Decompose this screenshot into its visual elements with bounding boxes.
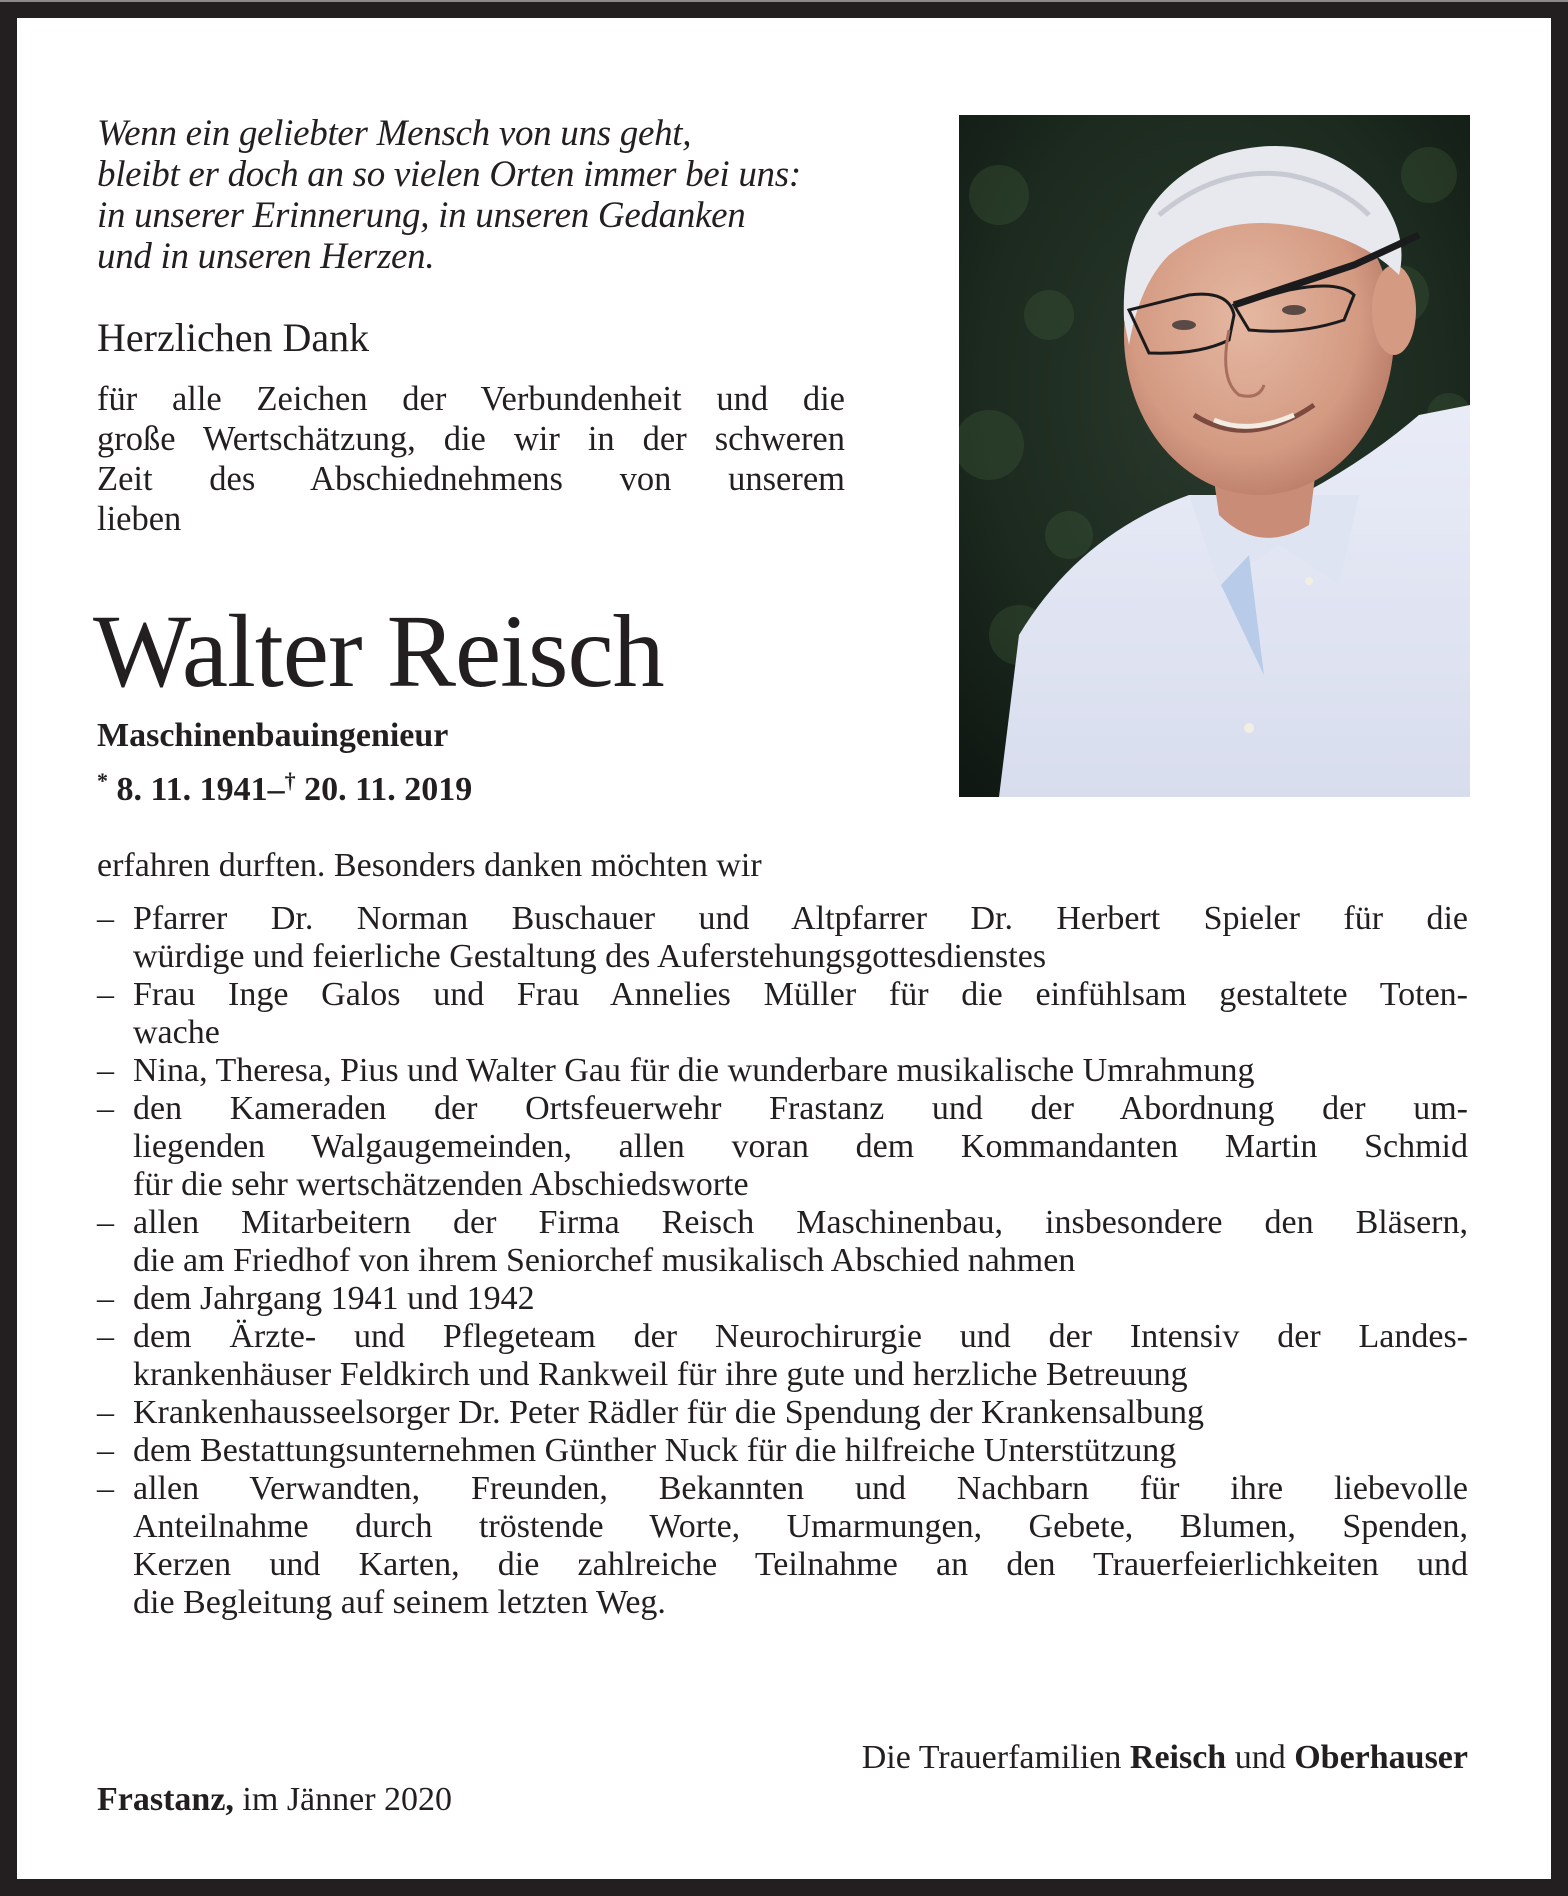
deceased-profession: Maschinenbauingenieur [97,717,449,754]
portrait-icon [959,115,1470,797]
bullet-dash-icon: – [97,1394,114,1431]
signature-family-2: Oberhauser [1294,1739,1468,1776]
motto-line: Wenn ein geliebter Mensch von uns geht, [97,113,692,154]
signature [862,1738,1468,1778]
motto-line: und in unseren Herzen. [97,236,435,277]
bullet-dash-icon: – [97,1432,114,1469]
bullet-dash-icon: – [97,1280,114,1317]
bullet-dash-icon: – [97,1318,114,1355]
birth-date: 8. 11. 1941 [116,771,268,808]
thanks-list-item-line: allen Mitarbeitern der Firma Reisch Maschinenbau, insbesondere den Bläsern, [133,1204,1468,1241]
bullet-dash-icon: – [97,900,114,937]
intro-line: lieben [97,500,182,538]
birth-star-icon: * [97,768,108,793]
place-date [97,1780,452,1820]
thanks-list-item-line: dem Bestattungsunternehmen Günther Nuck für die hilfreiche Unterstützung [133,1432,1177,1469]
thanks-list-item-line: liegenden Walgaugemeinden, allen voran dem Kommandanten Martin Schmid [133,1128,1468,1165]
heading-herzlichen-dank: Herzlichen Dank [97,315,370,360]
signature-family-1: Reisch [1129,1739,1227,1776]
deceased-name: Walter Reisch [93,594,664,709]
intro-line: große Wertschätzung, die wir in der schweren [97,420,845,458]
bullet-dash-icon: – [97,1204,114,1241]
death-date: 20. 11. 2019 [304,771,473,808]
thanks-list-item-line: Nina, Theresa, Pius und Walter Gau für die wunderbare musikalische Umrahmung [133,1052,1255,1089]
thanks-list-item-line: krankenhäuser Feldkirch und Rankweil für ihre gute und herzliche Betreuung [133,1356,1188,1393]
thanks-list-item-line: Anteilnahme durch tröstende Worte, Umarmungen, Gebete, Blumen, Spenden, [133,1508,1468,1545]
bullet-dash-icon: – [97,1052,114,1089]
death-cross-icon: † [284,768,296,793]
thanks-list-item-line: Pfarrer Dr. Norman Buschauer und Altpfarrer Dr. Herbert Spieler für die [133,900,1468,937]
thanks-list-item-line: den Kameraden der Ortsfeuerwehr Frastanz und der Abordnung der um- [133,1090,1468,1127]
date: im Jänner 2020 [242,1781,453,1818]
intro-line: für alle Zeichen der Verbundenheit und die [97,380,845,418]
thanks-list-item-line: Kerzen und Karten, die zahlreiche Teilnahme an den Trauerfeierlichkeiten und [133,1546,1468,1583]
thanks-list-item-line: würdige und feierliche Gestaltung des Auferstehungsgottesdienstes [133,938,1047,975]
bullet-dash-icon: – [97,976,114,1013]
thanks-list-item-line: die am Friedhof von ihrem Seniorchef musikalisch Abschied nahmen [133,1242,1076,1279]
deceased-dates [97,759,472,812]
continuation-text: erfahren durften. Besonders danken möchten wir [97,847,762,884]
bullet-dash-icon: – [97,1470,114,1507]
thanks-list-item-line: dem Jahrgang 1941 und 1942 [133,1280,535,1317]
thanks-list-item-line: Krankenhausseelsorger Dr. Peter Rädler für die Spendung der Krankensalbung [133,1394,1204,1431]
date-separator: – [267,771,285,808]
thanks-list-item-line: die Begleitung auf seinem letzten Weg. [133,1584,666,1621]
bullet-dash-icon: – [97,1090,114,1127]
thanks-list-item-line: allen Verwandten, Freunden, Bekannten und Nachbarn für ihre liebevolle [133,1470,1468,1507]
thanks-list-item-line: wache [133,1014,220,1051]
intro-line: Zeit des Abschiednehmens von unserem [97,460,845,498]
thanks-list-item-line: dem Ärzte- und Pflegeteam der Neurochirurgie und der Intensiv der Landes- [133,1318,1468,1355]
thanks-list-item-line: für die sehr wertschätzenden Abschiedsworte [133,1166,749,1203]
signature-conjunction: und [1234,1739,1286,1776]
motto-line: in unserer Erinnerung, in unseren Gedanken [97,195,746,236]
motto-line: bleibt er doch an so vielen Orten immer bei uns: [97,154,801,195]
place: Frastanz, [97,1781,234,1818]
signature-prefix: Die Trauerfamilien [861,1739,1122,1776]
portrait-photo [959,115,1470,797]
thanks-list-item-line: Frau Inge Galos und Frau Annelies Müller für die einfühlsam gestaltete Toten- [133,976,1468,1013]
